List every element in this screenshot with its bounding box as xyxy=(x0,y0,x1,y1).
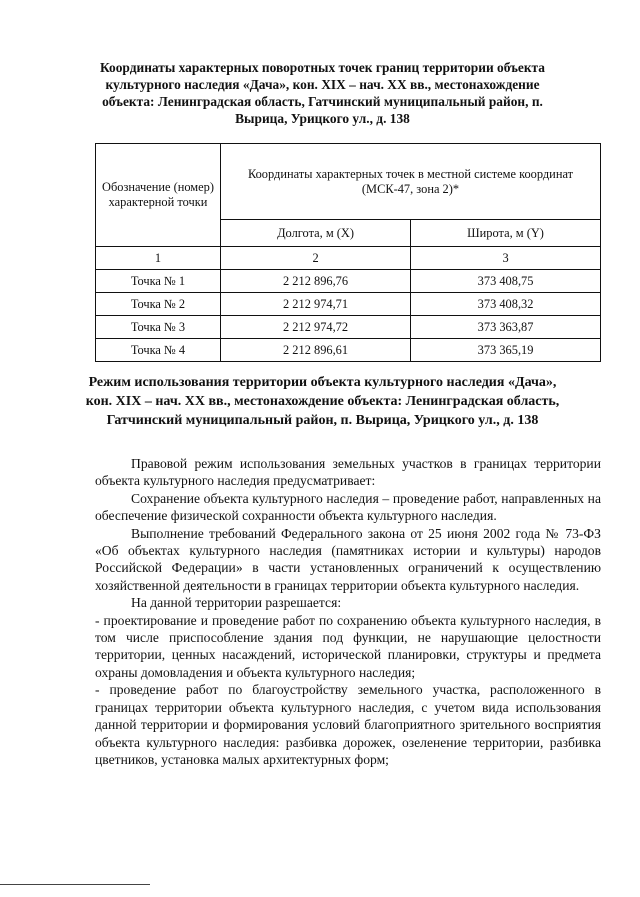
latitude-value: 373 365,19 xyxy=(411,339,601,362)
longitude-value: 2 212 974,72 xyxy=(221,316,411,339)
point-name: Точка № 4 xyxy=(96,339,221,362)
point-name: Точка № 2 xyxy=(96,293,221,316)
longitude-value: 2 212 896,61 xyxy=(221,339,411,362)
column-number-row xyxy=(96,247,601,270)
paragraph: Сохранение объекта культурного наследия – проведение работ, направленных на обеспечение физической сохранности объекта культурного наследия. xyxy=(95,490,601,524)
paragraph: Выполнение требований Федерального закона от 25 июня 2002 года № 73-ФЗ «Об объектах культурного наследия (памятниках истории и культуры) народов Российской Федерации» в части установленных ограничений к осуществлению хозяйственной деятельности в границах территории объекта культурного наследия. xyxy=(95,525,601,593)
coordinates-table xyxy=(95,143,601,362)
point-designation-header: Обозначение (номер) характерной точки xyxy=(96,144,221,247)
usage-regime-title: Режим использования территории объекта культурного наследия «Дача», кон. XIX – нач. XX вв., местонахождение объекта: Ленинградская область, Гатчинский муниципальный район, п. Вырица, Урицкого ул., д. 138 xyxy=(85,375,560,428)
coordinates-group-header: Координаты характерных точек в местной системе координат (МСК-47, зона 2)* xyxy=(221,144,601,220)
longitude-value: 2 212 974,71 xyxy=(221,293,411,316)
column-number: 3 xyxy=(411,247,601,270)
longitude-value: 2 212 896,76 xyxy=(221,270,411,293)
footnote-divider xyxy=(0,884,150,885)
table-row xyxy=(96,316,601,339)
paragraph: На данной территории разрешается: xyxy=(131,595,342,611)
body-text xyxy=(95,455,601,768)
paragraph: Правовой режим использования земельных участков в границах территории объекта культурного наследия предусматривает: xyxy=(95,456,601,489)
coordinates-title: Координаты характерных поворотных точек границ территории объекта культурного наследия «Дача», кон. XIX – нач. XX вв., местонахождение объекта: Ленинградская область, Гатчинский муниципальный район, п. Вырица, Урицкого ул., д. 138 xyxy=(100,60,545,126)
column-number: 2 xyxy=(221,247,411,270)
latitude-header: Широта, м (Y) xyxy=(411,220,601,247)
list-item: - проектирование и проведение работ по сохранению объекта культурного наследия, в том числе приспособление здания под функции, не нарушающие целостности территории, ценных насаждений, исторической планировки, структуры и предмета охраны домовладения и объекта культурного наследия; xyxy=(95,612,601,680)
table-row xyxy=(96,270,601,293)
table-row xyxy=(96,293,601,316)
latitude-value: 373 363,87 xyxy=(411,316,601,339)
latitude-value: 373 408,75 xyxy=(411,270,601,293)
latitude-value: 373 408,32 xyxy=(411,293,601,316)
point-name: Точка № 1 xyxy=(96,270,221,293)
column-number: 1 xyxy=(96,247,221,270)
longitude-header: Долгота, м (X) xyxy=(221,220,411,247)
table-header-row xyxy=(96,144,601,220)
table-row xyxy=(96,339,601,362)
point-name: Точка № 3 xyxy=(96,316,221,339)
list-item: - проведение работ по благоустройству земельного участка, расположенного в границах территории объекта культурного наследия, с учетом вида использования данной территории и формирования условий благоприятного зрительного восприятия объекта культурного наследия: разбивка дорожек, озеленение территории, разбивка цветников, установка малых архитектурных форм; xyxy=(95,682,601,767)
